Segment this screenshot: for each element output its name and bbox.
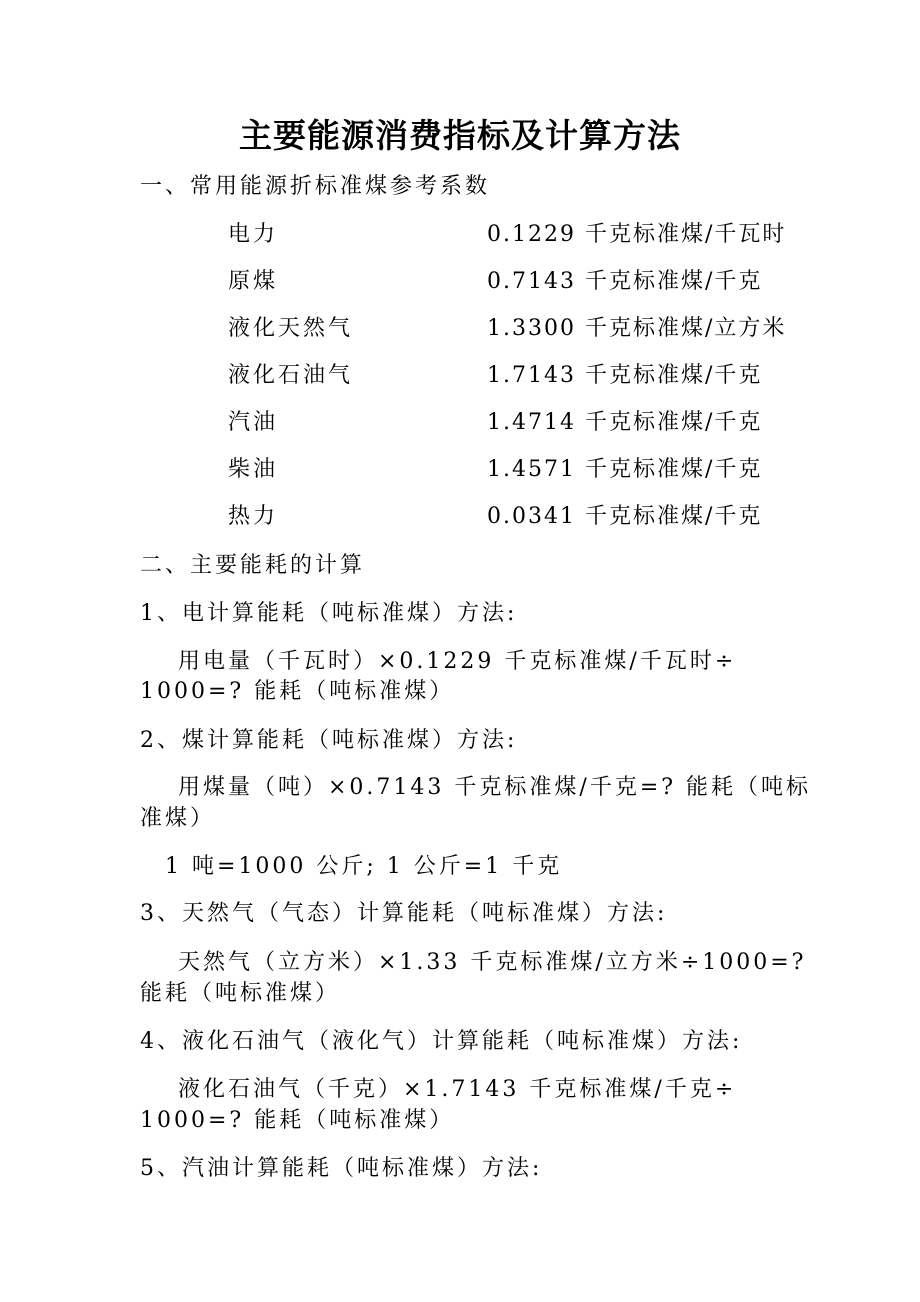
item4-formula-line2: 1000=? 能耗（吨标准煤） [140, 1108, 455, 1133]
item2-note: 1 吨=1000 公斤; 1 公斤=1 千克 [165, 854, 563, 879]
item3-heading: 3、天然气（气态）计算能耗（吨标准煤）方法: [140, 901, 668, 926]
coefficient-name: 液化石油气 [228, 363, 354, 388]
coefficient-value: 0.1229 千克标准煤/千瓦时 [487, 222, 787, 247]
item3-formula-line2: 能耗（吨标准煤） [140, 981, 341, 1006]
coefficient-value: 1.7143 千克标准煤/千克 [487, 363, 763, 388]
coefficient-name: 原煤 [228, 269, 279, 294]
coefficient-name: 热力 [228, 504, 279, 529]
coefficient-value: 0.0341 千克标准煤/千克 [487, 504, 763, 529]
item2-formula-line2: 准煤） [140, 806, 216, 831]
item2-heading: 2、煤计算能耗（吨标准煤）方法: [140, 728, 518, 753]
coefficient-name: 柴油 [228, 457, 279, 482]
item1-heading: 1、电计算能耗（吨标准煤）方法: [140, 601, 518, 626]
coefficient-value: 1.4714 千克标准煤/千克 [487, 410, 763, 435]
item4-heading: 4、液化石油气（液化气）计算能耗（吨标准煤）方法: [140, 1029, 743, 1054]
section2-heading: 二、主要能耗的计算 [140, 553, 366, 578]
item1-formula-line1: 用电量（千瓦时）×0.1229 千克标准煤/千瓦时÷ [178, 649, 737, 674]
item2-formula-line1: 用煤量（吨）×0.7143 千克标准煤/千克=? 能耗（吨标 [178, 775, 812, 800]
coefficient-value: 1.4571 千克标准煤/千克 [487, 457, 763, 482]
coefficient-value: 1.3300 千克标准煤/立方米 [487, 316, 787, 341]
coefficient-name: 液化天然气 [228, 316, 354, 341]
coefficient-name: 汽油 [228, 410, 279, 435]
coefficient-name: 电力 [228, 222, 279, 247]
item3-formula-line1: 天然气（立方米）×1.33 千克标准煤/立方米÷1000=? [178, 950, 807, 975]
section1-heading: 一、常用能源折标准煤参考系数 [140, 174, 491, 199]
item5-heading: 5、汽油计算能耗（吨标准煤）方法: [140, 1156, 543, 1181]
document-title: 主要能源消费指标及计算方法 [239, 116, 681, 155]
item4-formula-line1: 液化石油气（千克）×1.7143 千克标准煤/千克÷ [178, 1077, 737, 1102]
item1-formula-line2: 1000=? 能耗（吨标准煤） [140, 679, 455, 704]
coefficient-value: 0.7143 千克标准煤/千克 [487, 269, 763, 294]
